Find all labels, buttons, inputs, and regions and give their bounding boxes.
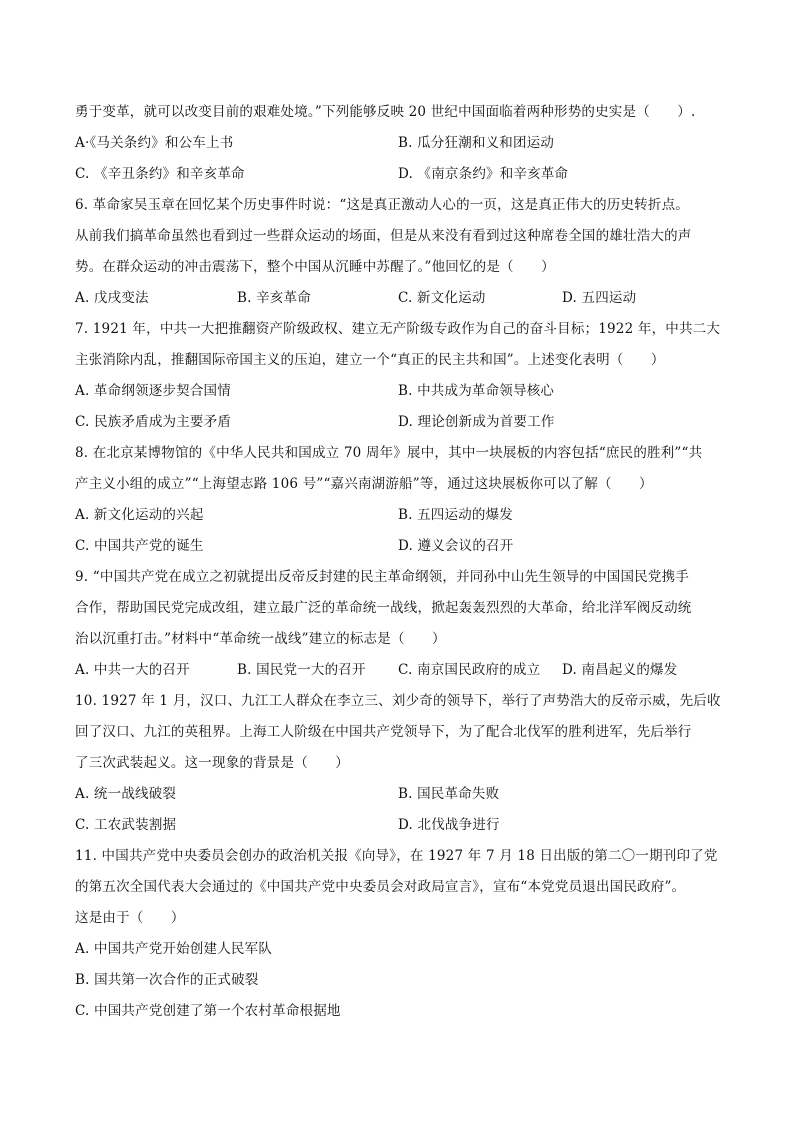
q11-stem-line: 的第五次全国代表大会通过的《中国共产党中央委员会对政局宣言》，宣布“本党党员退出国民政府”。 xyxy=(75,879,686,895)
q6-option-c: C. 新文化运动 xyxy=(398,290,486,306)
intro-line: 勇于变革，就可以改变目前的艰难处境。”下列能够反映 20 世纪中国面临着两种形势的史实是（ ）. xyxy=(75,104,696,120)
q10-option-c: C. 工农武装割据 xyxy=(75,817,177,833)
q7-option-b: B. 中共成为革命领导核心 xyxy=(398,383,555,399)
q10-option-a: A. 统一战线破裂 xyxy=(75,786,177,802)
q11-stem-line: 11. 中国共产党中央委员会创办的政治机关报《向导》，在 1927 年 7 月 18 日出版的第二〇一期刊印了党 xyxy=(75,848,718,864)
q8-stem-line: 产主义小组的成立”“上海望志路 106 号”“嘉兴南湖游船”等，通过这块展板你可以了解（ ） xyxy=(75,476,653,492)
q8-option-a: A. 新文化运动的兴起 xyxy=(75,507,204,523)
q9-stem-line: 治以沉重打击。”材料中“革命统一战线”建立的标志是（ ） xyxy=(75,631,446,647)
q11-option-c: C. 中国共产党创建了第一个农村革命根据地 xyxy=(75,1003,341,1019)
q9-option-d: D. 南昌起义的爆发 xyxy=(562,662,678,678)
q9-option-c: C. 南京国民政府的成立 xyxy=(398,662,541,678)
q10-option-b: B. 国民革命失败 xyxy=(398,786,500,802)
q7-stem-line: 主张消除内乱，推翻国际帝国主义的压迫，建立一个“真正的民主共和国”。上述变化表明（ ） xyxy=(75,352,665,368)
q7-option-c: C. 民族矛盾成为主要矛盾 xyxy=(75,414,232,430)
q10-stem-line: 了三次武装起义。这一现象的背景是（ ） xyxy=(75,755,349,771)
q7-option-a: A. 革命纲领逐步契合国情 xyxy=(75,383,231,399)
q5-option-c: C. 《辛丑条约》和辛亥革命 xyxy=(75,166,245,182)
q6-option-d: D. 五四运动 xyxy=(562,290,637,306)
q9-option-a: A. 中共一大的召开 xyxy=(75,662,190,678)
q6-stem-line: 势。在群众运动的冲击震荡下，整个中国从沉睡中苏醒了。”他回忆的是（ ） xyxy=(75,259,555,275)
q5-option-a: A·《马关条约》和公车上书 xyxy=(75,135,234,151)
q9-stem-line: 合作，帮助国民党完成改组，建立最广泛的革命统一战线，掀起轰轰烈烈的大革命，给北洋军阀反动统 xyxy=(75,600,692,616)
q6-option-a: A. 戊戌变法 xyxy=(75,290,149,306)
q9-option-b: B. 国民党一大的召开 xyxy=(237,662,366,678)
q10-stem-line: 10. 1927 年 1 月，汉口、九江工人群众在李立三、刘少奇的领导下，举行了声势浩大的反帝示威，先后收 xyxy=(75,693,721,709)
q6-stem-line: 从前我们搞革命虽然也看到过一些群众运动的场面，但是从来没有看到过这种席卷全国的雄壮浩大的声 xyxy=(75,228,692,244)
q9-stem-line: 9. “中国共产党在成立之初就提出反帝反封建的民主革命纲领，并同孙中山先生领导的中国国民党携手 xyxy=(75,569,689,585)
q10-stem-line: 回了汉口、九江的英租界。上海工人阶级在中国共产党领导下，为了配合北伐军的胜利进军，先后举行 xyxy=(75,724,692,740)
q10-option-d: D. 北伐战争进行 xyxy=(398,817,500,833)
q11-option-b: B. 国共第一次合作的正式破裂 xyxy=(75,972,259,988)
q5-option-d: D. 《南京条约》和辛亥革命 xyxy=(398,166,569,182)
q5-option-b: B. 瓜分狂潮和义和团运动 xyxy=(398,135,555,151)
q7-option-d: D. 理论创新成为首要工作 xyxy=(398,414,555,430)
q8-option-c: C. 中国共产党的诞生 xyxy=(75,538,204,554)
q6-option-b: B. 辛亥革命 xyxy=(237,290,311,306)
q8-option-b: B. 五四运动的爆发 xyxy=(398,507,514,523)
q8-option-d: D. 遵义会议的召开 xyxy=(398,538,514,554)
q11-option-a: A. 中国共产党开始创建人民军队 xyxy=(75,941,273,957)
q8-stem-line: 8. 在北京某博物馆的《中华人民共和国成立 70 周年》展中，其中一块展板的内容包括“庶民的胜利”“共 xyxy=(75,445,703,461)
q11-stem-line: 这是由于（ ） xyxy=(75,910,185,926)
q7-stem-line: 7. 1921 年，中共一大把推翻资产阶级政权、建立无产阶级专政作为自己的奋斗目标；1922 年，中共二大 xyxy=(75,321,721,337)
q6-stem-line: 6. 革命家吴玉章在回忆某个历史事件时说：“这是真正激动人心的一页，这是真正伟大的历史转折点。 xyxy=(75,197,689,213)
